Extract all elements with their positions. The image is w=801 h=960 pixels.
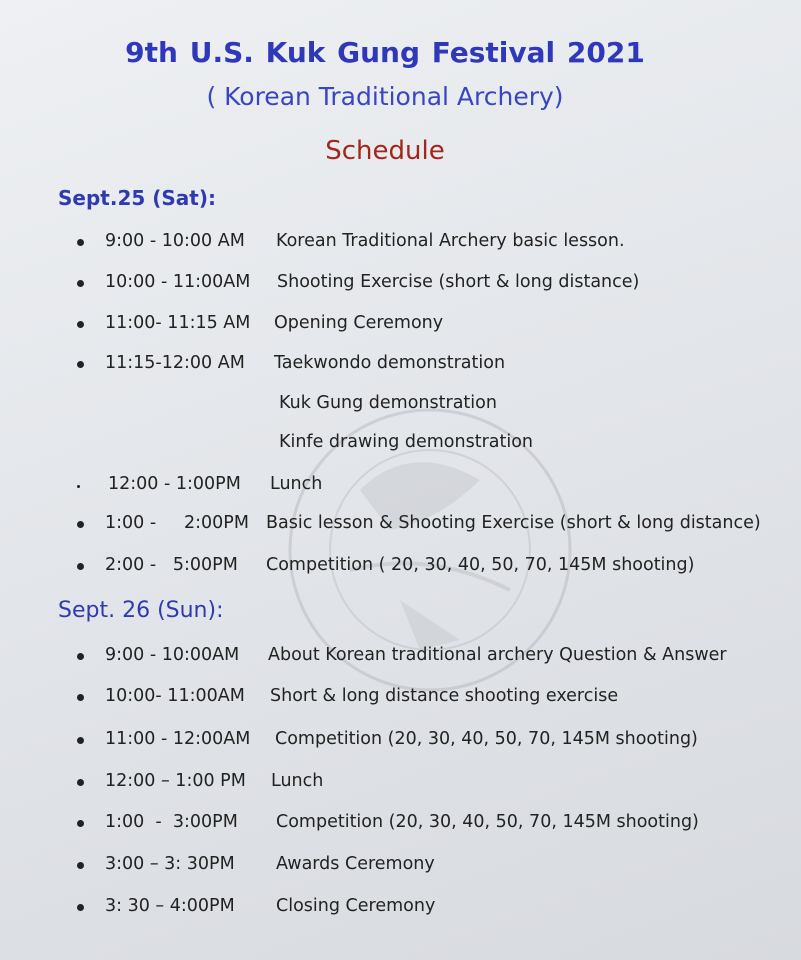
item-time: 12:00 – 1:00 PM (105, 771, 246, 791)
item-time: 10:00- 11:00AM (105, 686, 245, 706)
item-event: Opening Ceremony (274, 313, 444, 333)
bullet-dot (77, 779, 84, 786)
item-event: Competition ( 20, 30, 40, 50, 70, 145M shooting) (266, 555, 695, 575)
day-heading-sun: Sept. 26 (Sun): (58, 598, 224, 623)
bullet-dot (77, 563, 84, 570)
item-time: 3:00 – 3: 30PM (105, 854, 235, 874)
item-event: Taekwondo demonstration (274, 353, 506, 373)
item-event: Kinfe drawing demonstration (279, 432, 534, 452)
item-event: Competition (20, 30, 40, 50, 70, 145M shooting) (275, 729, 698, 749)
festival-title: 9th U.S. Kuk Gung Festival 2021 (125, 36, 645, 69)
item-event: Basic lesson & Shooting Exercise (short & long distance) (266, 513, 761, 533)
item-time: 10:00 - 11:00AM (105, 272, 251, 292)
item-event: Lunch (271, 771, 324, 791)
item-event: Korean Traditional Archery basic lesson. (276, 231, 625, 251)
bullet-dot (77, 280, 84, 287)
bullet-dot (77, 737, 84, 744)
item-event: Lunch (270, 474, 323, 494)
bullet-dot (77, 694, 84, 701)
item-time: 1:00 - 2:00PM (105, 513, 249, 533)
bullet-dot (77, 820, 84, 827)
bullet-dot (77, 521, 84, 528)
bullet-dot (77, 321, 84, 328)
bullet-dot (77, 361, 84, 368)
item-time: 3: 30 – 4:00PM (105, 896, 235, 916)
item-time: 12:00 - 1:00PM (108, 474, 241, 494)
item-event: Kuk Gung demonstration (279, 393, 497, 413)
item-event: Closing Ceremony (276, 896, 436, 916)
item-time: 11:15-12:00 AM (105, 353, 245, 373)
item-time: 2:00 - 5:00PM (105, 555, 238, 575)
item-event: Short & long distance shooting exercise (270, 686, 619, 706)
bullet-dot (77, 485, 80, 488)
bullet-dot (77, 862, 84, 869)
bullet-dot (77, 239, 84, 246)
day-heading-sat: Sept.25 (Sat): (58, 186, 216, 210)
schedule-heading: Schedule (325, 136, 445, 166)
item-time: 11:00- 11:15 AM (105, 313, 251, 333)
item-time: 9:00 - 10:00 AM (105, 231, 245, 251)
bullet-dot (77, 904, 84, 911)
item-event: Competition (20, 30, 40, 50, 70, 145M shooting) (276, 812, 699, 832)
item-event: Awards Ceremony (276, 854, 435, 874)
item-event: About Korean traditional archery Question & Answer (268, 645, 727, 665)
bullet-dot (77, 653, 84, 660)
item-event: Shooting Exercise (short & long distance) (277, 272, 640, 292)
item-time: 9:00 - 10:00AM (105, 645, 240, 665)
item-time: 1:00 - 3:00PM (105, 812, 238, 832)
item-time: 11:00 - 12:00AM (105, 729, 251, 749)
festival-subtitle: ( Korean Traditional Archery) (206, 82, 564, 111)
